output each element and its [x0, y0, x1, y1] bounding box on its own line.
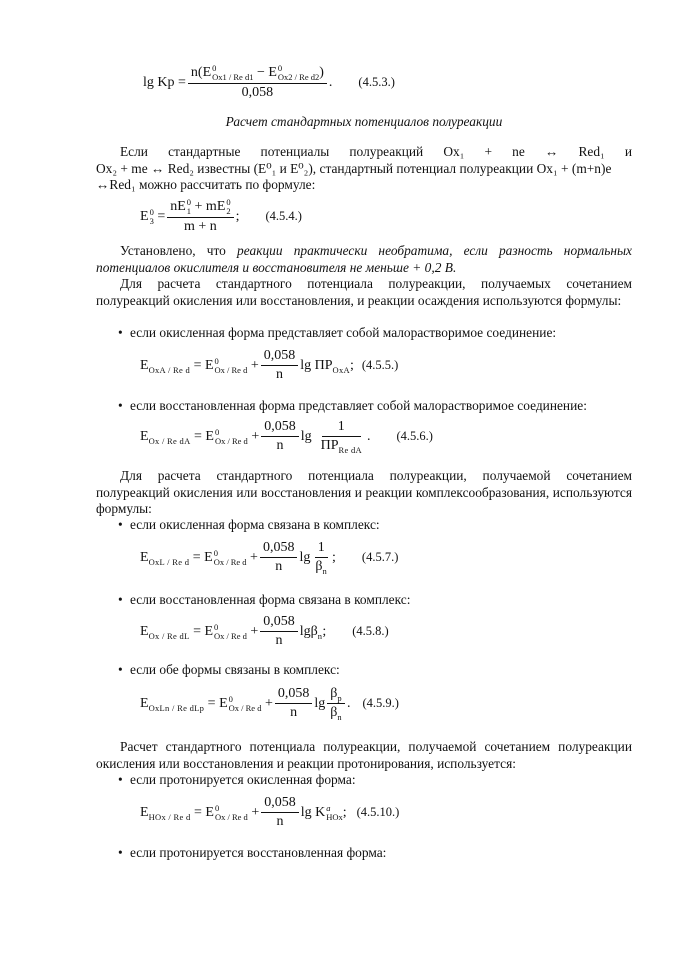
section-heading: Расчет стандартных потенциалов полуреакции [225, 114, 503, 129]
formula-4-5-7: $E_{OxL / Re d} = E$ 0 Ox / Re d + $\frac{0,058}{n}$ lg $\frac{1}{\beta_n}$ ; (4.5.7.) [140, 540, 399, 576]
formula-number: (4.5.10.) [356, 805, 400, 819]
bullet-icon: • [118, 845, 123, 860]
bullet-item: • если окисленная форма представляет собой малорастворимое соединение: [118, 325, 557, 340]
formula-number: (4.5.8.) [352, 624, 389, 638]
bullet-item: • если протонируется окисленная форма: [118, 772, 356, 787]
formula-number: (4.5.7.) [361, 550, 399, 564]
formula-4-5-9: $E_{OxLn / Re dLp} = E$ 0 Ox / Re d + $\frac{0,058}{n}$ lg $\frac{\beta_p}{\beta_n}$ . (4.5.9.) [140, 686, 399, 722]
bullet-icon: • [118, 592, 123, 607]
formula-4-5-8: $E_{Ox / Re dL} = E$ 0 Ox / Re d + $\frac{0,058}{n}$ lgβ$_n$; (4.5.8.) [140, 614, 389, 648]
bullet-icon: • [118, 517, 123, 532]
bullet-icon: • [118, 398, 123, 413]
formula-4-5-4: E 0 3 = nE 0 1 + mE 0 2 m + n ; (4.5.4.) [140, 197, 302, 234]
paragraph-3: Для расчета стандартного потенциала полуреакции, получаемых сочетанием полуреакций окисления или восстановления, и реакции осаждения используются формулы: [96, 276, 632, 308]
formula-4-5-3: lg Kp = n(E 0 Ox1 / Re d1 − E 0 Ox2 / Re d2 ) 0,058 . (4.5.3.) [143, 63, 395, 100]
bullet-icon: • [118, 772, 123, 787]
paragraph-4: Для расчета стандартного потенциала полуреакции, получаемой сочетанием полуреакций окисления или восстановления и реакции комплексообразования, используются формулы: [96, 468, 632, 517]
bullet-item: • если окисленная форма связана в комплекс: [118, 517, 380, 532]
formula-number: (4.5.4.) [265, 209, 302, 223]
formula-4-5-10: $E_{HOx / Re d} = E$ 0 Ox / Re d + $\frac{0,058}{n}$ lg K a HOx ; (4.5.10.) [140, 795, 400, 829]
bullet-item: • если протонируется восстановленная форма: [118, 845, 387, 860]
formula-4-5-5: $E_{OxA / Re d} = E$ 0 Ox / Re d + $\frac{0,058}{n}$ $\lg ПР_{OxA}$; (4.5.5.) [140, 348, 399, 382]
formula-number: (4.5.5.) [361, 358, 399, 372]
paragraph-1: Если стандартные потенциалы полуреакций Ox₁ + ne ↔ Red₁ и Ox₂ + me ↔ Red₂ известны (E⁰₁ и E⁰₂), стандартный потенциал полуреакции Ox₁ + (m+n)e ↔Red₁ можно рассчитать по формуле: [96, 144, 632, 193]
formula-number: (4.5.6.) [396, 429, 433, 443]
formula-4-5-6: $E_{Ox / Re dA} = E$ 0 Ox / Re d + $\frac{0,058}{n}$ lg $\frac{1}{ПР_{Re dA}}$ . (4.5.6.) [140, 419, 433, 455]
bullet-item: • если восстановленная форма связана в комплекс: [118, 592, 411, 607]
paragraph-2: Установлено, что реакции практически необратима, если разность нормальных потенциалов окислителя и восстановителя не меньше + 0,2 В. [96, 243, 632, 275]
bullet-icon: • [118, 325, 123, 340]
formula-number: (4.5.9.) [362, 696, 399, 710]
paragraph-5: Расчет стандартного потенциала полуреакции, получаемой сочетанием полуреакции окисления или восстановления и реакции протонирования, используется: [96, 739, 632, 771]
bullet-item: • если восстановленная форма представляет собой малорастворимое соединение: [118, 398, 587, 413]
bullet-item: • если обе формы связаны в комплекс: [118, 662, 340, 677]
bullet-icon: • [118, 662, 123, 677]
formula-number: (4.5.3.) [358, 75, 395, 89]
